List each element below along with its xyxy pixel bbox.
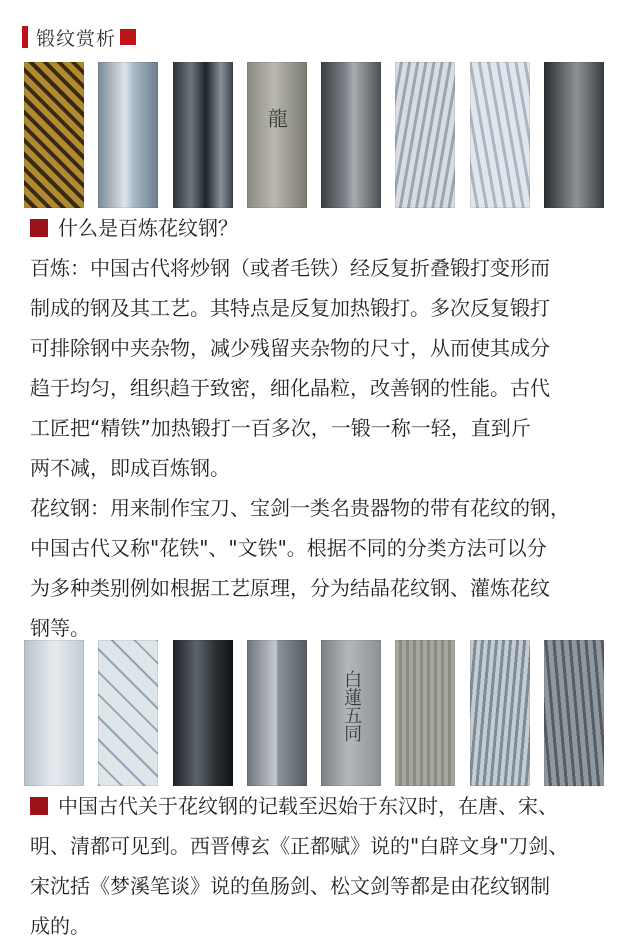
- blade-image-4: [247, 62, 307, 208]
- paragraph-line: 宋沈括《梦溪笔谈》说的鱼肠剑、松文剑等都是由花纹钢制: [30, 874, 550, 898]
- paragraph-line: 可排除钢中夹杂物，减少残留夹杂物的尺寸，从而使其成分: [30, 336, 550, 360]
- header-title: 锻纹赏析: [36, 27, 117, 50]
- header-left-bar: [22, 26, 28, 48]
- section-heading: 什么是百炼花纹钢？: [30, 208, 620, 248]
- paragraph-line: 两不减，即成百炼钢。: [30, 456, 230, 480]
- blade-image-5: [321, 62, 381, 208]
- blade-image-strip-top: [24, 62, 604, 208]
- blade-image-16: [544, 640, 604, 786]
- paragraph-line: 花纹钢：用来制作宝刀、宝剑一类名贵器物的带有花纹的钢，: [30, 496, 570, 520]
- heading-bullet: [30, 219, 48, 237]
- paragraph-line: 中国古代又称"花铁"、"文铁"。根据不同的分类方法可以分: [30, 536, 547, 560]
- blade-image-7: [470, 62, 530, 208]
- blade-image-9: [24, 640, 84, 786]
- blade-image-6: [395, 62, 455, 208]
- blade-image-3: [173, 62, 233, 208]
- paragraph-line: 百炼：中国古代将炒钢（或者毛铁）经反复折叠锻打变形而: [30, 256, 550, 280]
- section-history: [30, 786, 620, 946]
- paragraph-line: 钢等。: [30, 616, 90, 640]
- paragraph-line: 趋于均匀，组织趋于致密，细化晶粒，改善钢的性能。古代: [30, 376, 550, 400]
- paragraph-bullet: [30, 797, 48, 815]
- blade-image-1: [24, 62, 84, 208]
- header-right-square: [120, 29, 136, 45]
- blade-image-15: [470, 640, 530, 786]
- blade-image-13: [321, 640, 381, 786]
- blade-image-2: [98, 62, 158, 208]
- section-header: [22, 22, 136, 52]
- blade-image-8: [544, 62, 604, 208]
- paragraph-line: 中国古代关于花纹钢的记载至迟始于东汉时，在唐、宋、: [30, 786, 620, 826]
- blade-image-14: [395, 640, 455, 786]
- section-what-is: [30, 208, 620, 648]
- blade-inscription: 白蓮五同: [341, 670, 363, 742]
- paragraph-line: 为多种类别例如根据工艺原理，分为结晶花纹钢、灌炼花纹: [30, 576, 550, 600]
- blade-image-10: [98, 640, 158, 786]
- paragraph-line: 制成的钢及其工艺。其特点是反复加热锻打。多次反复锻打: [30, 296, 550, 320]
- blade-image-12: [247, 640, 307, 786]
- blade-image-strip-bottom: [24, 640, 604, 786]
- paragraph-line: 成的。: [30, 914, 90, 938]
- paragraph-line: 明、清都可见到。西晋傅玄《正都赋》说的"白辟文身"刀剑、: [30, 834, 569, 858]
- blade-image-11: [173, 640, 233, 786]
- paragraph-line: 工匠把“精铁”加热锻打一百多次，一锻一称一轻，直到斤: [30, 416, 531, 440]
- blade-inscription: 龍: [264, 108, 289, 128]
